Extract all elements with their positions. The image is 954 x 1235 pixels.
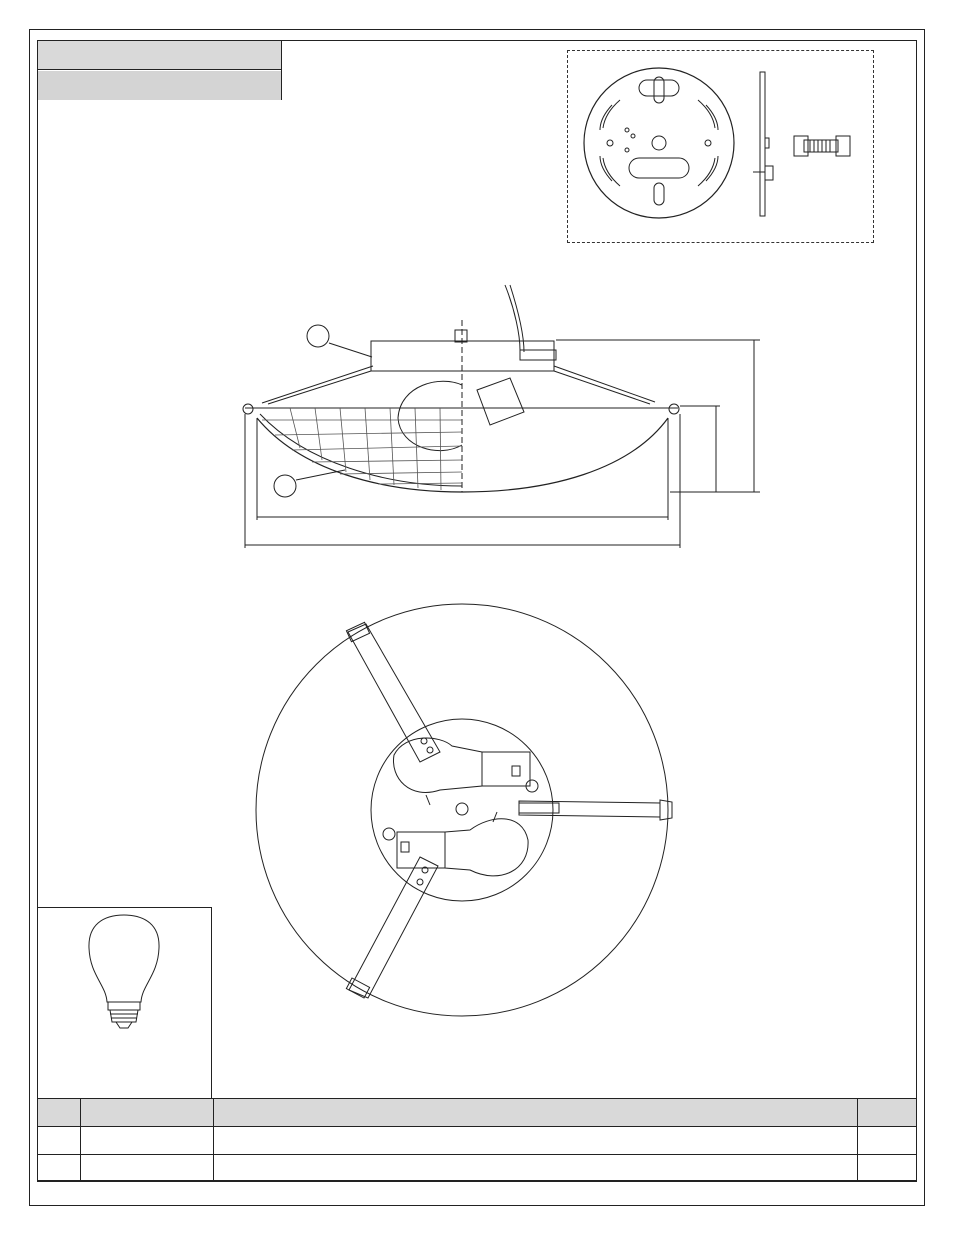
side-elevation-view bbox=[243, 285, 679, 492]
table-row bbox=[38, 1127, 917, 1154]
table-cell bbox=[214, 1127, 858, 1154]
callout-2 bbox=[274, 475, 296, 497]
bulb-detail-box bbox=[37, 907, 212, 1098]
header-description bbox=[214, 1099, 858, 1127]
table-cell bbox=[38, 1127, 81, 1154]
top-plan-view bbox=[256, 604, 672, 1016]
header-part-number bbox=[81, 1099, 214, 1127]
callout-1 bbox=[307, 325, 329, 347]
header-quantity bbox=[858, 1099, 917, 1127]
mounting-plate-side-icon bbox=[753, 72, 773, 216]
header-item bbox=[38, 1099, 81, 1127]
table-cell bbox=[858, 1154, 917, 1181]
threaded-nipple-icon bbox=[794, 136, 850, 156]
mounting-plate-icon bbox=[584, 68, 734, 218]
table-cell bbox=[81, 1154, 214, 1181]
table-cell bbox=[81, 1127, 214, 1154]
table-row bbox=[38, 1154, 917, 1181]
table-cell bbox=[214, 1154, 858, 1181]
table-cell bbox=[38, 1154, 81, 1181]
parts-table-header bbox=[38, 1099, 917, 1127]
parts-table bbox=[37, 1098, 917, 1182]
table-cell bbox=[858, 1127, 917, 1154]
